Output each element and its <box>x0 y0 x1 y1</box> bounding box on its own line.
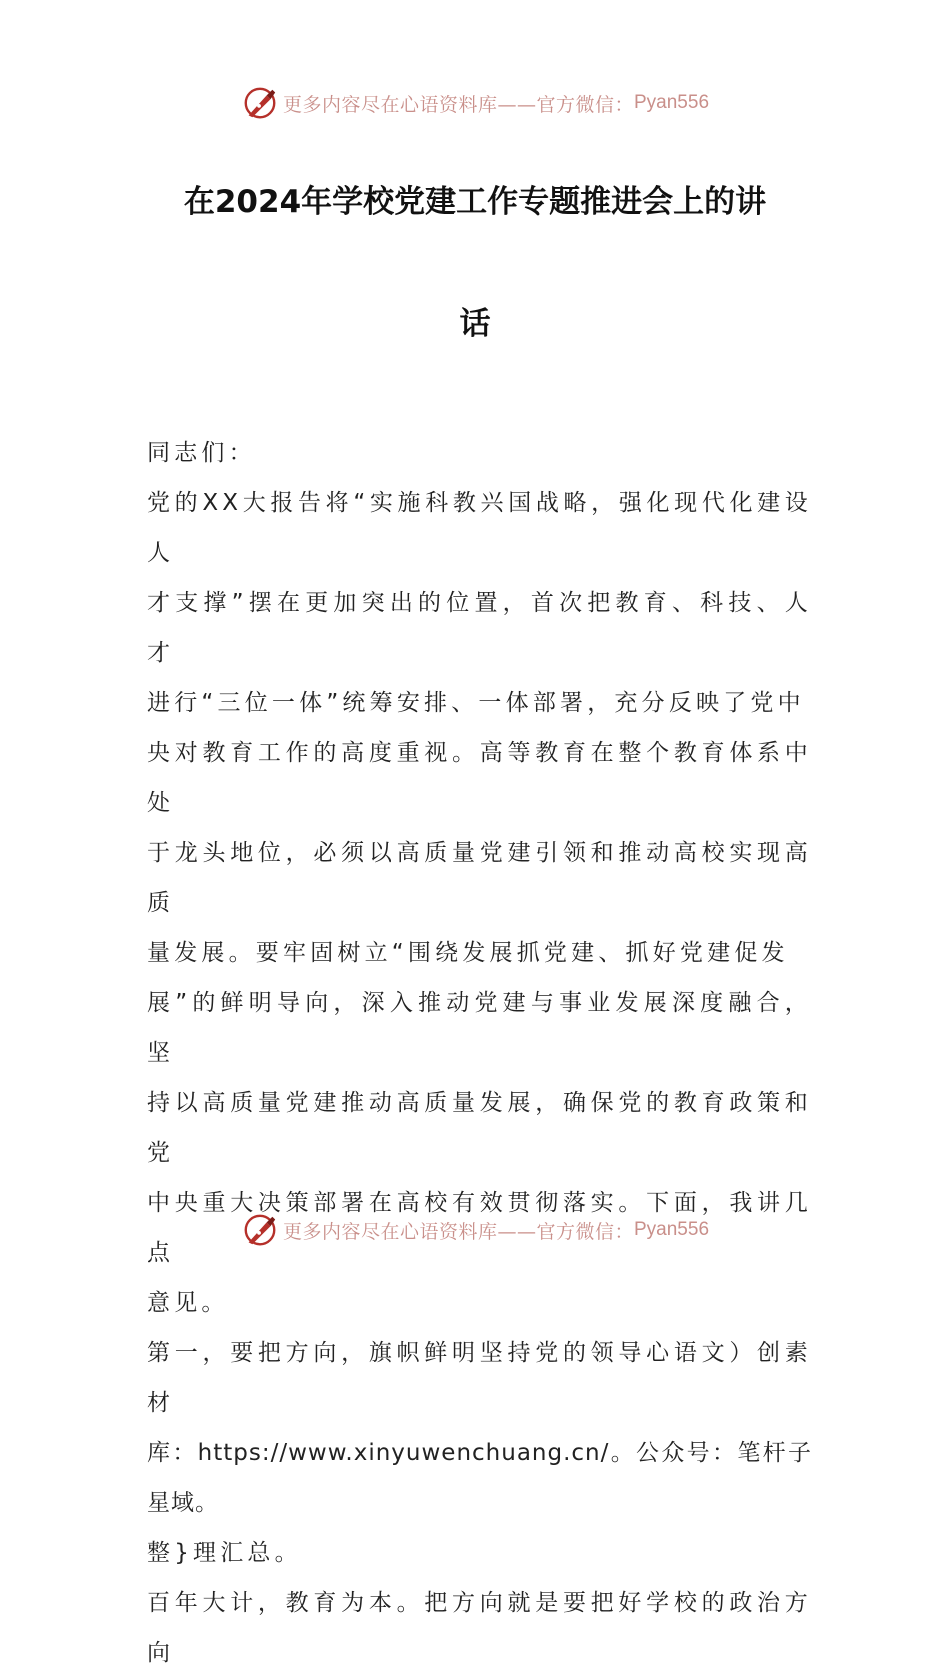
body-line: 于龙头地位，必须以高质量党建引领和推动高校实现高质 <box>147 840 812 916</box>
pen-nib-logo-icon <box>241 84 279 122</box>
body-line: 同志们： <box>147 440 256 466</box>
body-line: 意见。 <box>147 1290 229 1316</box>
watermark-banner-bottom <box>0 1210 950 1250</box>
body-line: 才支撑”摆在更加突出的位置，首次把教育、科技、人才 <box>147 590 812 666</box>
body-line: 持以高质量党建推动高质量发展，确保党的教育政策和党 <box>147 1090 812 1166</box>
body-line: 党的XX大报告将“实施科教兴国战略，强化现代化建设人 <box>147 490 812 566</box>
pen-nib-logo-icon <box>241 1211 279 1249</box>
body-line-url: 库：https://www.xinyuwenchuang.cn/。公众号：笔杆子星域。 <box>147 1440 812 1516</box>
watermark-wechat-id: Pyan556 <box>634 1219 710 1240</box>
watermark-text: 更多内容尽在心语资料库——官方微信： <box>282 93 634 116</box>
watermark-wechat-id: Pyan556 <box>634 92 710 113</box>
watermark-text: 更多内容尽在心语资料库——官方微信： <box>282 1220 634 1243</box>
body-line: 央对教育工作的高度重视。高等教育在整个教育体系中处 <box>147 740 812 816</box>
body-line: 第一，要把方向，旗帜鲜明坚持党的领导心语文）创素材 <box>147 1340 812 1416</box>
document-title-line-1: 在2024年学校党建工作专题推进会上的讲 <box>183 184 767 220</box>
body-line: 进行“三位一体”统筹安排、一体部署，充分反映了党中 <box>147 690 805 716</box>
body-line: 展”的鲜明导向，深入推动党建与事业发展深度融合，坚 <box>147 990 812 1066</box>
watermark-banner-top <box>0 83 950 123</box>
body-line: 整}理汇总。 <box>147 1540 302 1566</box>
document-body <box>147 428 812 1678</box>
body-line: 量发展。要牢固树立“围绕发展抓党建、抓好党建促发 <box>147 940 789 966</box>
body-line: 百年大计，教育为本。把方向就是要把好学校的政治方向 <box>147 1590 812 1666</box>
body-line: 中央重大决策部署在高校有效贯彻落实。下面，我讲几点 <box>147 1190 812 1266</box>
document-title-line-2: 话 <box>459 306 491 342</box>
